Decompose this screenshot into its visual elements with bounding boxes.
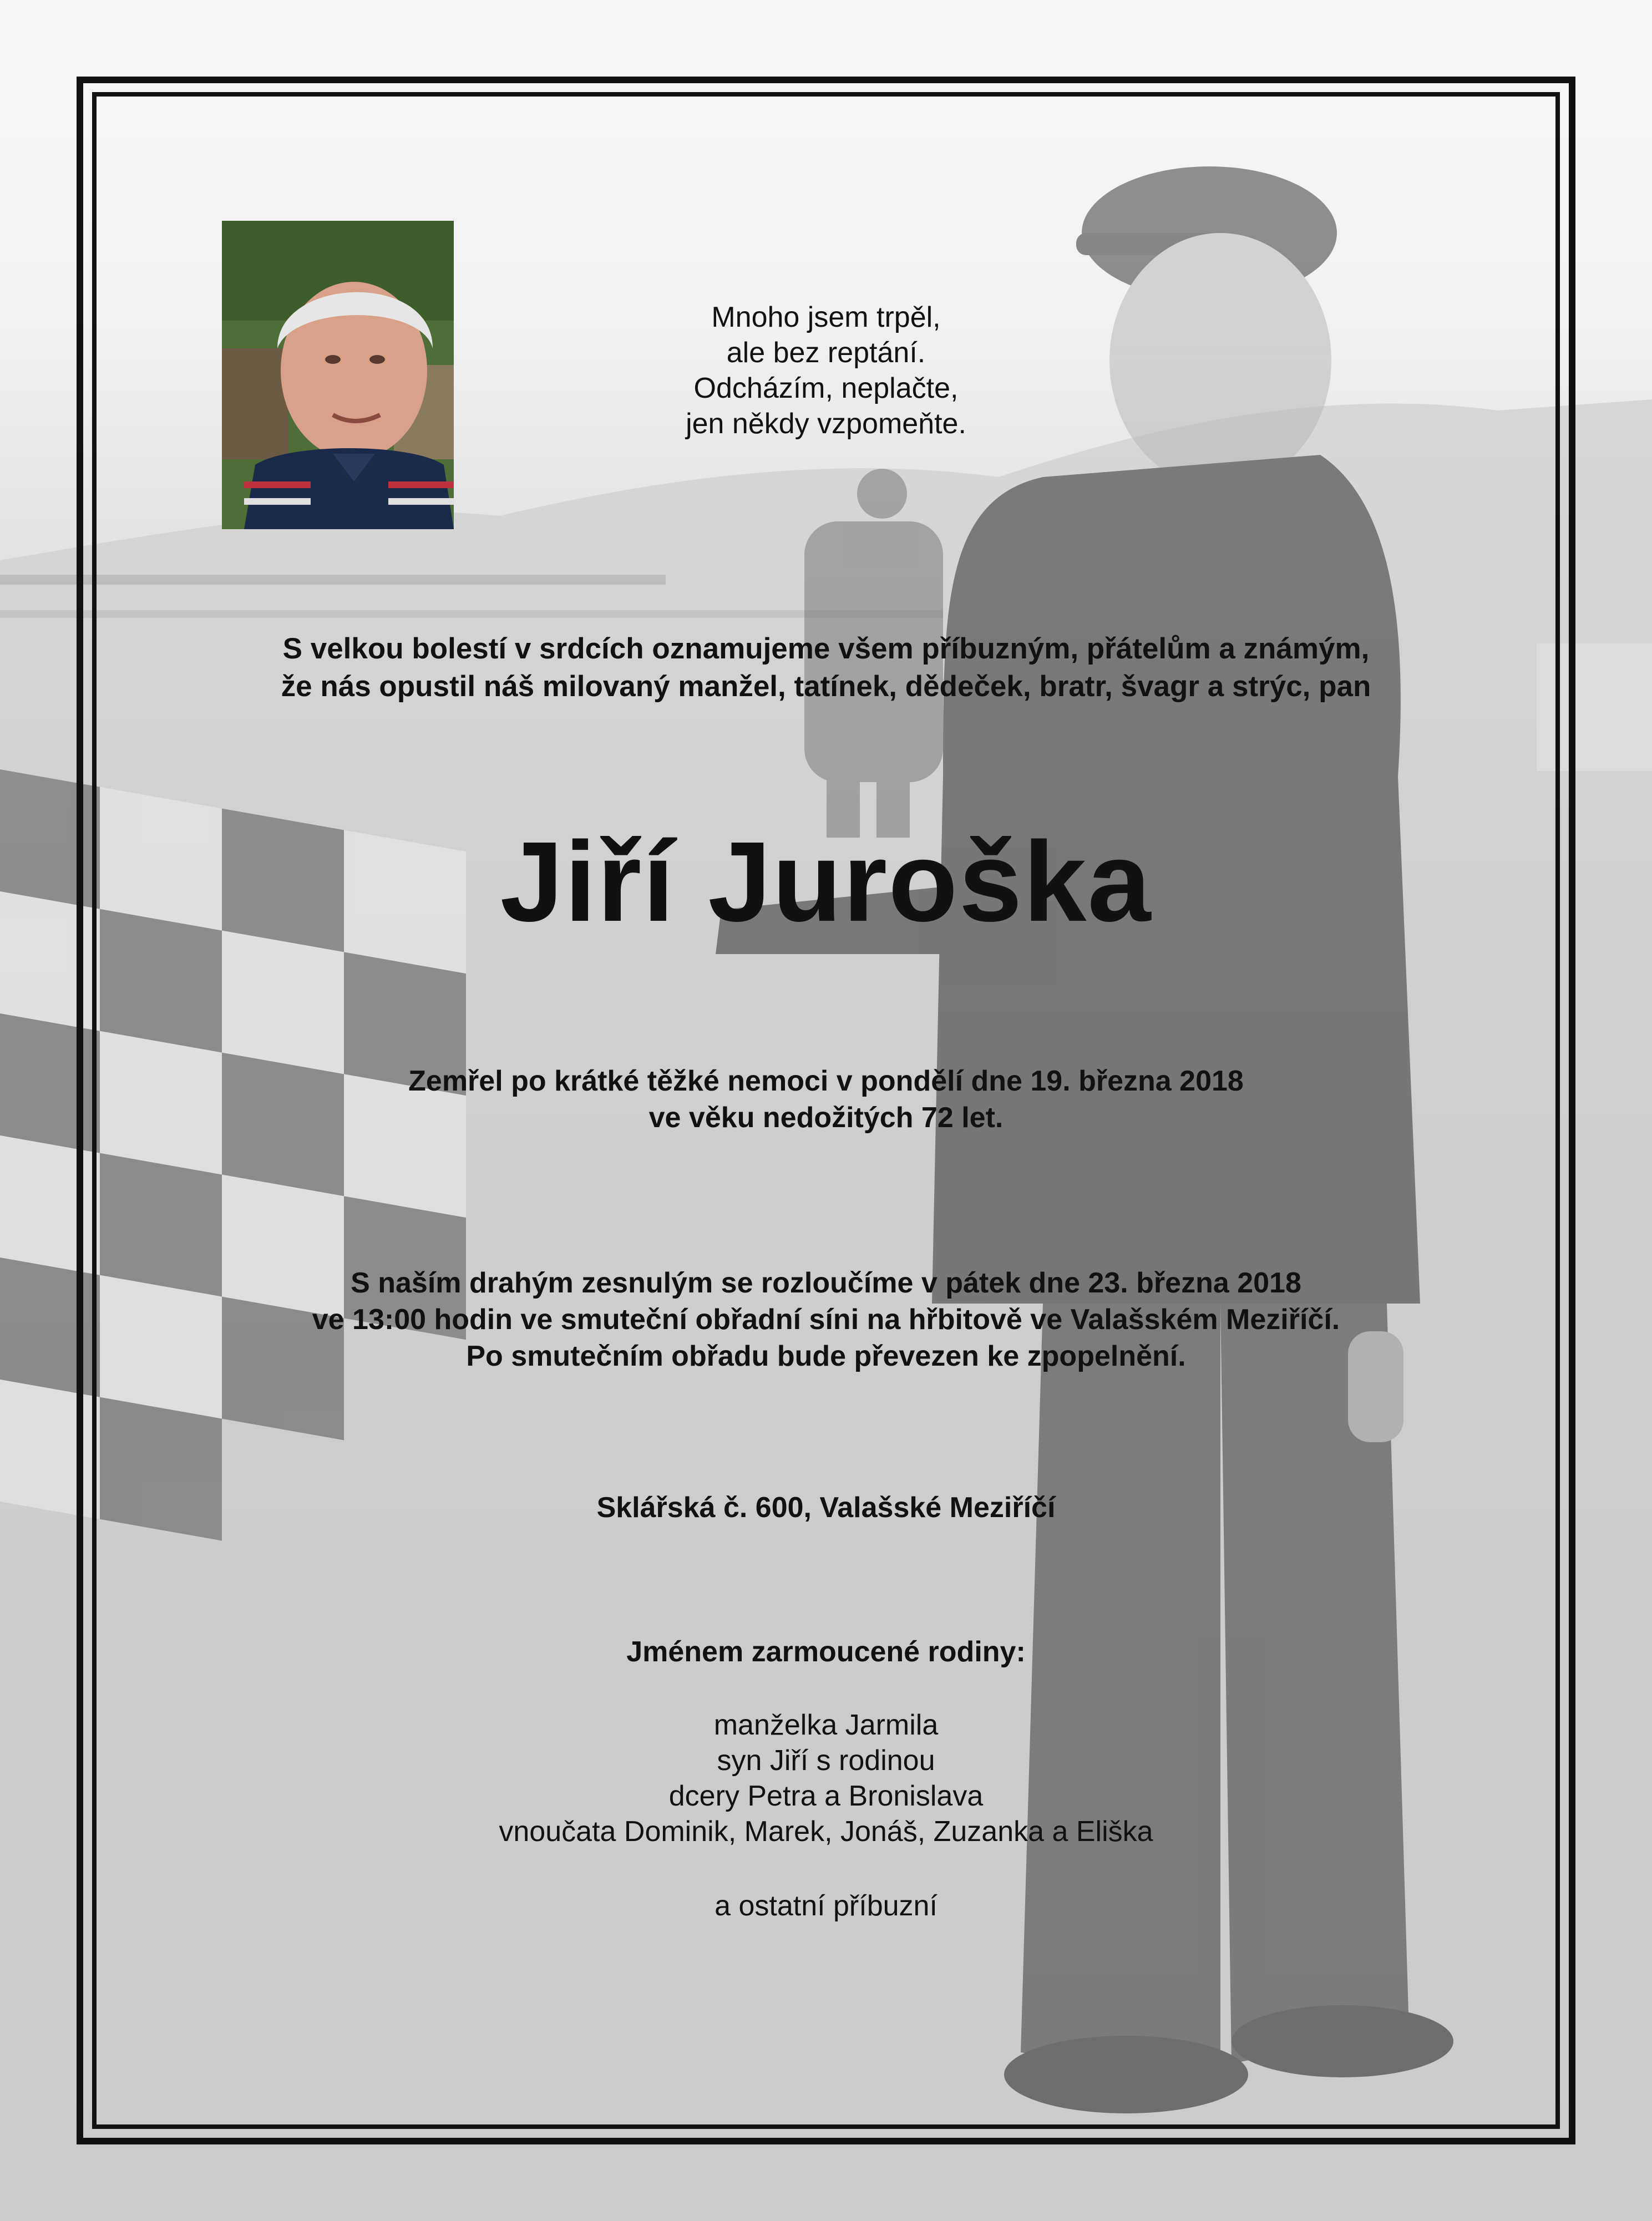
motto-line: ale bez reptání. [726,337,926,369]
farewell-line: Po smutečním obřadu bude převezen ke zpopelnění. [466,1340,1186,1372]
address: Sklářská č. 600, Valašské Meziříčí [596,1492,1056,1524]
farewell-details [166,1265,1486,1375]
other-relatives: a ostatní příbuzní [714,1890,938,1922]
farewell-line: ve 13:00 hodin ve smuteční obřadní síni na hřbitově ve Valašském Meziříčí. [312,1304,1340,1336]
deceased-name: Jiří Juroška [500,818,1152,945]
farewell-line: S naším drahým zesnulým se rozloučíme v pátek dne 23. března 2018 [351,1267,1301,1299]
motto-line: Mnoho jsem trpěl, [711,301,941,333]
family-heading: Jménem zarmoucené rodiny: [626,1636,1026,1668]
family-member: vnoučata Dominik, Marek, Jonáš, Zuzanka a Eliška [499,1816,1153,1848]
family-member: syn Jiří s rodinou [717,1745,935,1777]
intro-line: S velkou bolestí v srdcích oznamujeme všem příbuzným, přátelům a známým, [282,632,1370,665]
announcement-intro [166,630,1486,706]
intro-line: že nás opustil náš milovaný manžel, tatínek, dědeček, bratr, švagr a strýc, pan [281,670,1371,703]
family-list [166,1707,1486,1849]
motto-line: Odcházím, neplačte, [693,372,959,404]
motto-line: jen někdy vzpomeňte. [686,408,966,440]
family-member: dcery Petra a Bronislava [668,1780,984,1812]
death-details [166,1063,1486,1136]
motto-verse [166,300,1486,442]
family-member: manželka Jarmila [713,1709,939,1741]
death-line: Zemřel po krátké těžké nemoci v pondělí dne 19. března 2018 [408,1065,1244,1097]
death-line: ve věku nedožitých 72 let. [648,1102,1004,1134]
